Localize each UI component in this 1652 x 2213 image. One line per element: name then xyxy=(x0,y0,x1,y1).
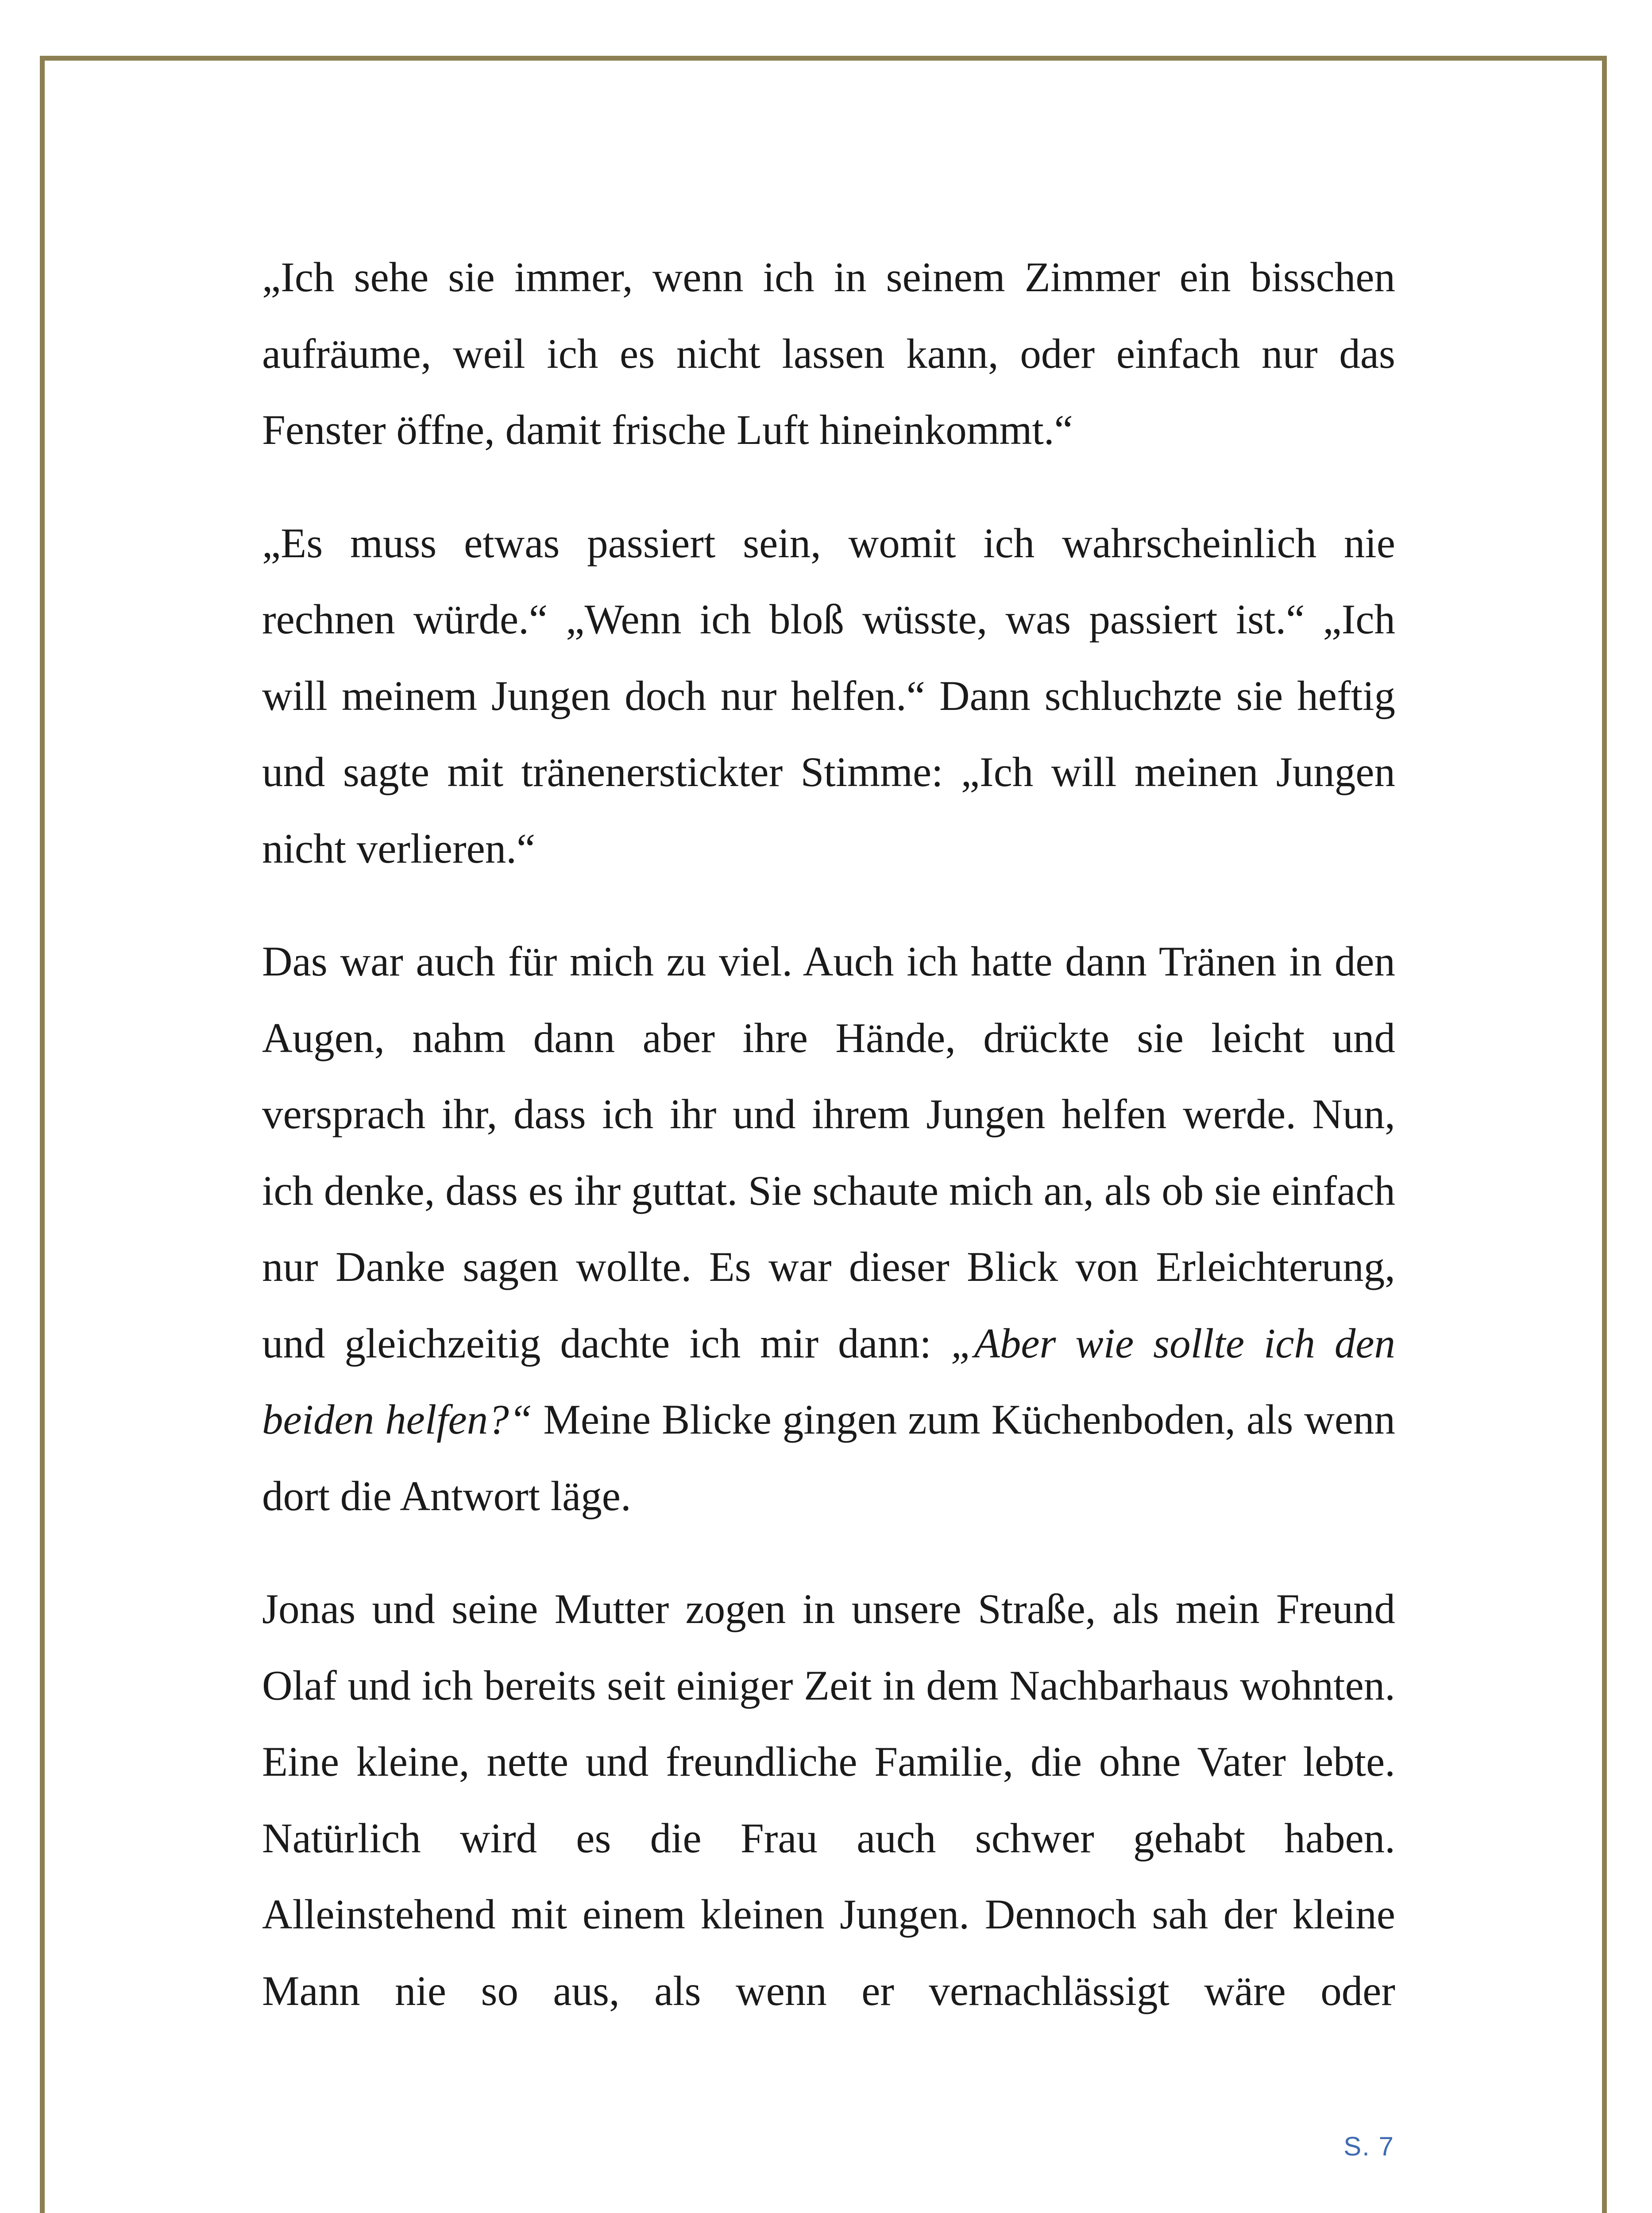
paragraph-3 xyxy=(262,923,1395,1534)
paragraph-4: Jonas und seine Mutter zogen in unsere Straße, als mein Freund Olaf und ich bereits seit einiger Zeit in dem Nachbarhaus wohnten. Eine kleine, nette und freundliche Familie, die ohne Vater lebte. Natürlich wird es die Frau auch schwer gehabt haben. Alleinstehend mit einem kleinen Jungen. Dennoch sah der kleine Mann nie so aus, als wenn er vernachlässigt wäre oder xyxy=(262,1585,1395,2014)
page-number: S. 7 xyxy=(1343,2132,1394,2161)
paragraph-3-text-before: Das war auch für mich zu viel. Auch ich hatte dann Tränen in den Augen, nahm dann aber ihre Hände, drückte sie leicht und versprach ihr, dass ich ihr und ihrem Jungen helfen werde. Nun, ich denke, dass es ihr guttat. Sie schaute mich an, als ob sie einfach nur Danke sagen wollte. Es war dieser Blick von Erleichterung, und gleichzeitig dachte ich mir dann: xyxy=(262,938,1395,1367)
body-text xyxy=(262,239,1395,2029)
paragraph-3-text-after: Meine Blicke gingen zum Küchenboden, als wenn dort die Antwort läge. xyxy=(262,1396,1396,1519)
paragraph-3-italic-quote: „Aber wie sollte ich den beiden helfen?“ xyxy=(262,1319,1396,1443)
paragraph-1: „Ich sehe sie immer, wenn ich in seinem Zimmer ein bisschen aufräume, weil ich es nicht lassen kann, oder einfach nur das Fenster öffne, damit frische Luft hineinkommt.“ xyxy=(262,254,1395,453)
paragraph-2: „Es muss etwas passiert sein, womit ich wahrscheinlich nie rechnen würde.“ „Wenn ich bloß wüsste, was passiert ist.“ „Ich will meinem Jungen doch nur helfen.“ Dann schluchzte sie heftig und sagte mit tränenerstickter Stimme: „Ich will meinen Jungen nicht verlieren.“ xyxy=(262,519,1395,872)
